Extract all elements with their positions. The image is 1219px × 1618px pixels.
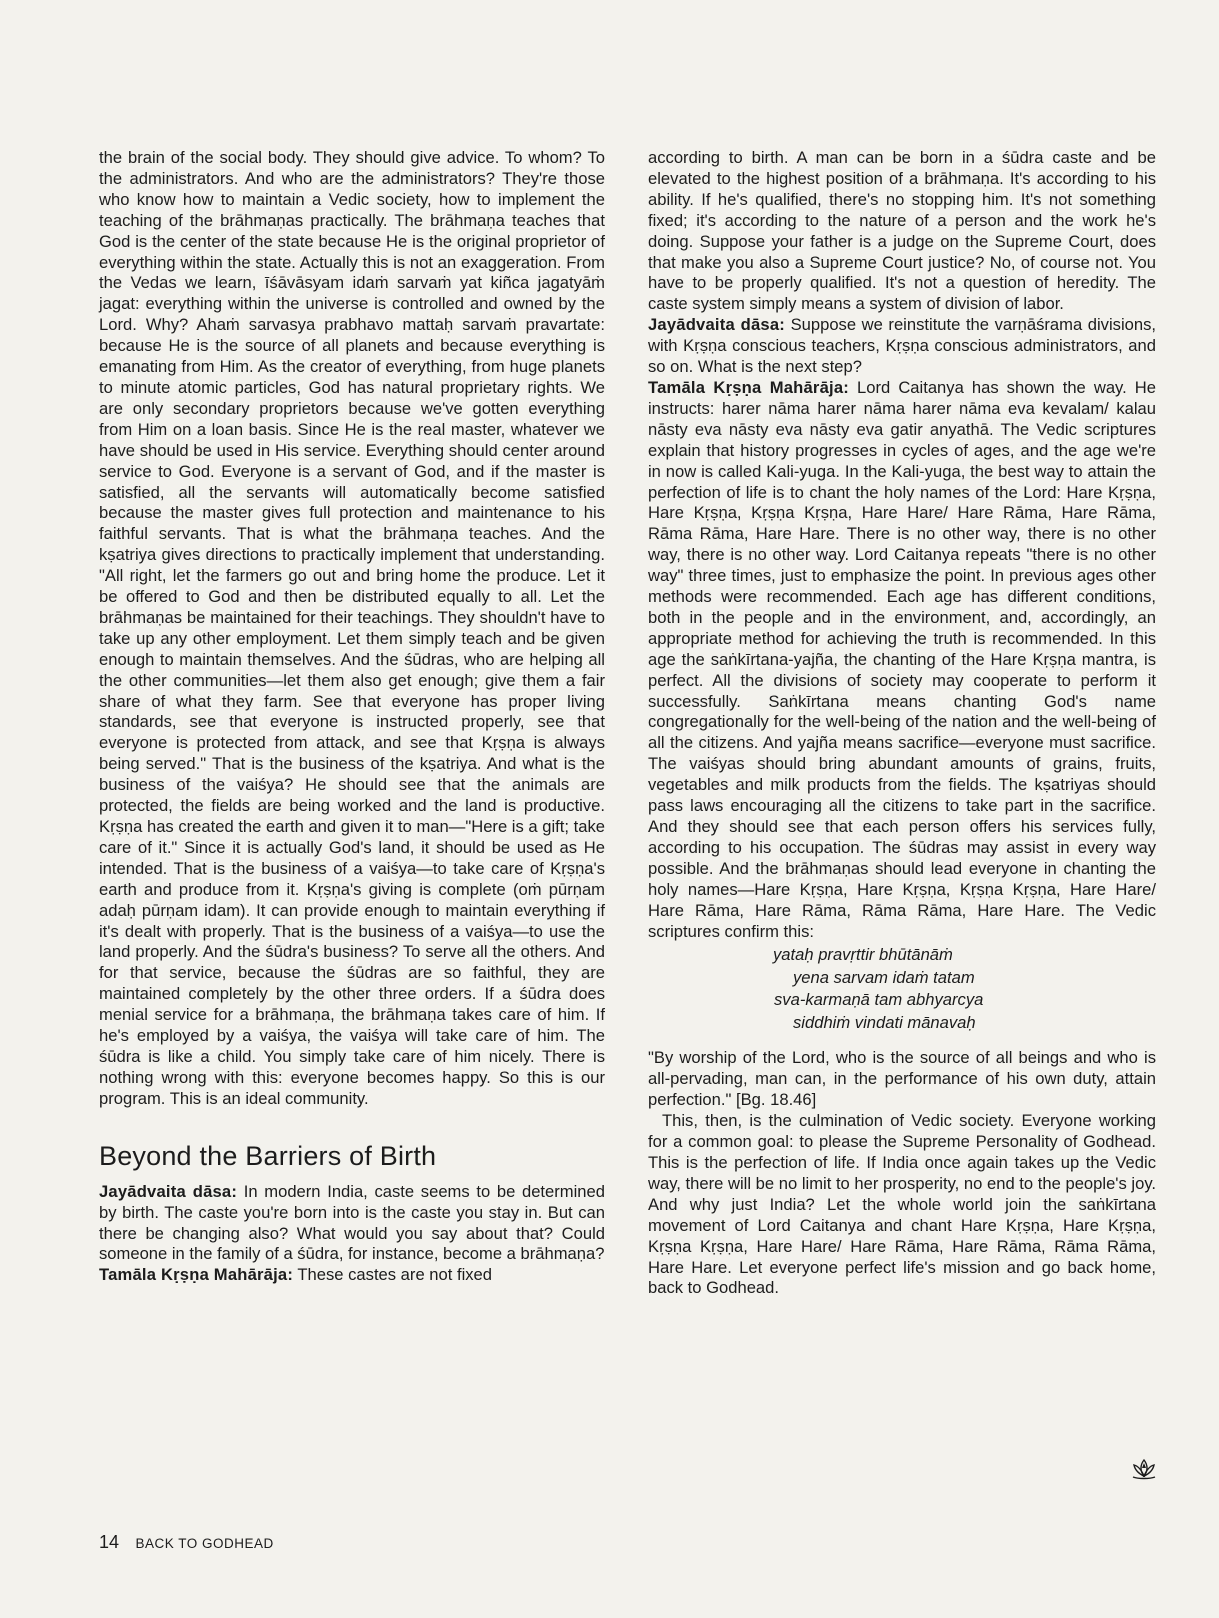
sanskrit-verse (648, 944, 1156, 1034)
page-number: 14 (99, 1532, 120, 1552)
right-column (648, 148, 1156, 1299)
page-footer (99, 1532, 274, 1553)
dialogue-text: In modern India, caste seems to be determined by birth. The caste you're born into is the caste you stay in. But can there be changing also? What would you say about that? Could someone in the family of a śūdra, for instance, become a brāhmaṇa? (99, 1181, 605, 1264)
body-paragraph: according to birth. A man can be born in a śūdra caste and be elevated to the highest position of a brāhmaṇa. It's according to his ability. If he's qualified, there's no stopping him. It's not something fixed; it's according to the nature of a person and the work he's doing. Suppose your father is a judge on the Supreme Court, does that make you also a Supreme Court justice? No, of course not. You have to be properly qualified. It's not a question of heredity. The caste system simply means a system of division of labor. (648, 148, 1156, 314)
section-heading: Beyond the Barriers of Birth (99, 1140, 437, 1171)
dialogue-paragraph (648, 378, 1156, 942)
left-column (99, 148, 605, 1286)
dialogue-paragraph (99, 1265, 605, 1286)
verse-line: siddhiṁ vindati mānavaḥ (793, 1012, 976, 1032)
verse-line: sva-karmaṇā tam abhyarcya (774, 990, 984, 1010)
dialogue-text: Lord Caitanya has shown the way. He instructs: harer nāma harer nāma harer nāma eva kevalam/ kalau nāsty eva nāsty eva nāsty eva gatir anyathā. The Vedic scriptures explain that history progresses in cycles of ages, and the age we're in now is called Kali-yuga. In the Kali-yuga, the best way to attain the perfection of life is to chant the holy names of the Lord: Hare Kṛṣṇa, Hare Kṛṣṇa, Kṛṣṇa Kṛṣṇa, Hare Hare/ Hare Rāma, Hare Rāma, Rāma Rāma, Hare Hare. There is no other way, there is no other way, there is no other way. Lord Caitanya repeats "there is no other way" three times, just to emphasize the point. In previous ages other methods were recommended. Each age has different conditions, both in the people and in the environment, and, accordingly, an appropriate method for achieving the truth is recommended. In this age the saṅkīrtana-yajña, the chanting of the Hare Kṛṣṇa mantra, is perfect. All the divisions of society may cooperate to perform it successfully. Saṅkīrtana means chanting God's name congregationally for the well-being of the nation and the well-being of all the citizens. And yajña means sacrifice—everyone must sacrifice. The vaiśyas should bring abundant amounts of grains, fruits, vegetables and milk products from the fields. The kṣatriyas should pass laws encouraging all the citizens to take part in the sacrifice. And they should see that each person offers his services fully, according to his occupation. The śūdras may assist in every way possible. And the brāhmaṇas should lead everyone in chanting the holy names—Hare Kṛṣṇa, Hare Kṛṣṇa, Kṛṣṇa Kṛṣṇa, Hare Hare/ Hare Rāma, Hare Rāma, Rāma Rāma, Hare Hare. The Vedic scriptures confirm this: (648, 377, 1156, 941)
dialogue-text: Suppose we reinstitute the varṇāśrama divisions, with Kṛṣṇa conscious teachers, Kṛṣṇa conscious administrators, and so on. What is the next step? (648, 315, 1157, 377)
dialogue-paragraph (99, 1182, 605, 1266)
speaker-label: Jayādvaita dāsa: (99, 1181, 238, 1201)
magazine-name: BACK TO GODHEAD (135, 1536, 274, 1551)
verse-translation: "By worship of the Lord, who is the source of all beings and who is all-pervading, man can, in the performance of his own duty, attain perfection." [Bg. 18.46] (648, 1048, 1156, 1110)
body-paragraph: the brain of the social body. They should give advice. To whom? To the administrators. And who are the administrators? They're those who know how to maintain a Vedic society, how to implement the teaching of the brāhmaṇas practically. The brāhmaṇa teaches that God is the center of the state because He is the original proprietor of everything within the state. Actually this is not an exaggeration. From the Vedas we learn, īśāvāsyam idaṁ sarvaṁ yat kiñca jagatyāṁ jagat: everything within the universe is controlled and owned by the Lord. Why? Ahaṁ sarvasya prabhavo mattaḥ sarvaṁ pravartate: because He is the source of all planets and because everything is emanating from Him. As the creator of everything, from huge planets to minute atomic particles, God has natural proprietary rights. We are only secondary proprietors because we've gotten everything from Him on a loan basis. Since He is the real master, whatever we have should be used in His service. Everything should center around service to God. Everyone is a servant of God, and if the master is satisfied, all the servants will automatically become satisfied because the master gives full protection and maintenance to his faithful servants. That is what the brāhmaṇa teaches. And the kṣatriya gives directions to practically implement that understanding. "All right, let the farmers go out and bring home the produce. Let it be offered to God and then be distributed equally to all. Let the brāhmaṇas be maintained for their teachings. They shouldn't have to take up any other employment. Let them simply teach and be given enough to maintain themselves. And the śūdras, who are helping all the other communities—let them also get enough; give them a fair share of what they farm. See that everyone has proper living standards, see that everyone is instructed properly, see that everyone is protected from attack, and see that Kṛṣṇa is always being served." That is the business of the kṣatriya. And what is the business of the vaiśya? He should see that the animals are protected, the fields are being worked and the land is productive. Kṛṣṇa has created the earth and given it to man—"Here is a gift; take care of it." Since it is actually God's land, it should be used as He intended. That is the business of a vaiśya—to take care of Kṛṣṇa's earth and produce from it. Kṛṣṇa's giving is complete (oṁ pūrṇam adaḥ pūrṇam idam). It can provide enough to maintain everything if it's dealt with properly. That is the business of a vaiśya—to use the land properly. And the śūdra's business? To serve all the others. And for that service, because the śūdras are so faithful, they are maintained completely by the other three orders. If a śūdra does menial service for a brāhmaṇa, the brāhmaṇa takes care of him. If he's employed by a vaiśya, the vaiśya will take care of him. The śūdra is like a child. You simply take care of him nicely. There is nothing wrong with this: everyone becomes happy. So this is our program. This is an ideal community. (99, 148, 605, 1108)
closing-paragraph: This, then, is the culmination of Vedic society. Everyone working for a common goal: to please the Supreme Personality of Godhead. This is the perfection of life. If India once again takes up the Vedic way, there will be no limit to her prosperity, no end to the people's joy. And why just India? Let the whole world join the saṅkīrtana movement of Lord Caitanya and chant Hare Kṛṣṇa, Hare Kṛṣṇa, Kṛṣṇa Kṛṣṇa, Hare Hare/ Hare Rāma, Hare Rāma, Rāma Rāma, Hare Hare. Let everyone perfect life's mission and go back home, back to Godhead. (648, 1111, 1156, 1298)
speaker-label: Jayādvaita dāsa: (648, 315, 785, 335)
lotus-icon (1130, 1457, 1158, 1481)
dialogue-paragraph (648, 315, 1156, 378)
dialogue-text: These castes are not fixed (293, 1265, 493, 1285)
verse-line: yena sarvam idaṁ tatam (793, 967, 975, 987)
speaker-label: Tamāla Kṛṣṇa Mahārāja: (648, 377, 849, 397)
speaker-label: Tamāla Kṛṣṇa Mahārāja: (99, 1265, 294, 1285)
verse-line: yataḥ pravṛttir bhūtānāṁ (773, 945, 953, 965)
